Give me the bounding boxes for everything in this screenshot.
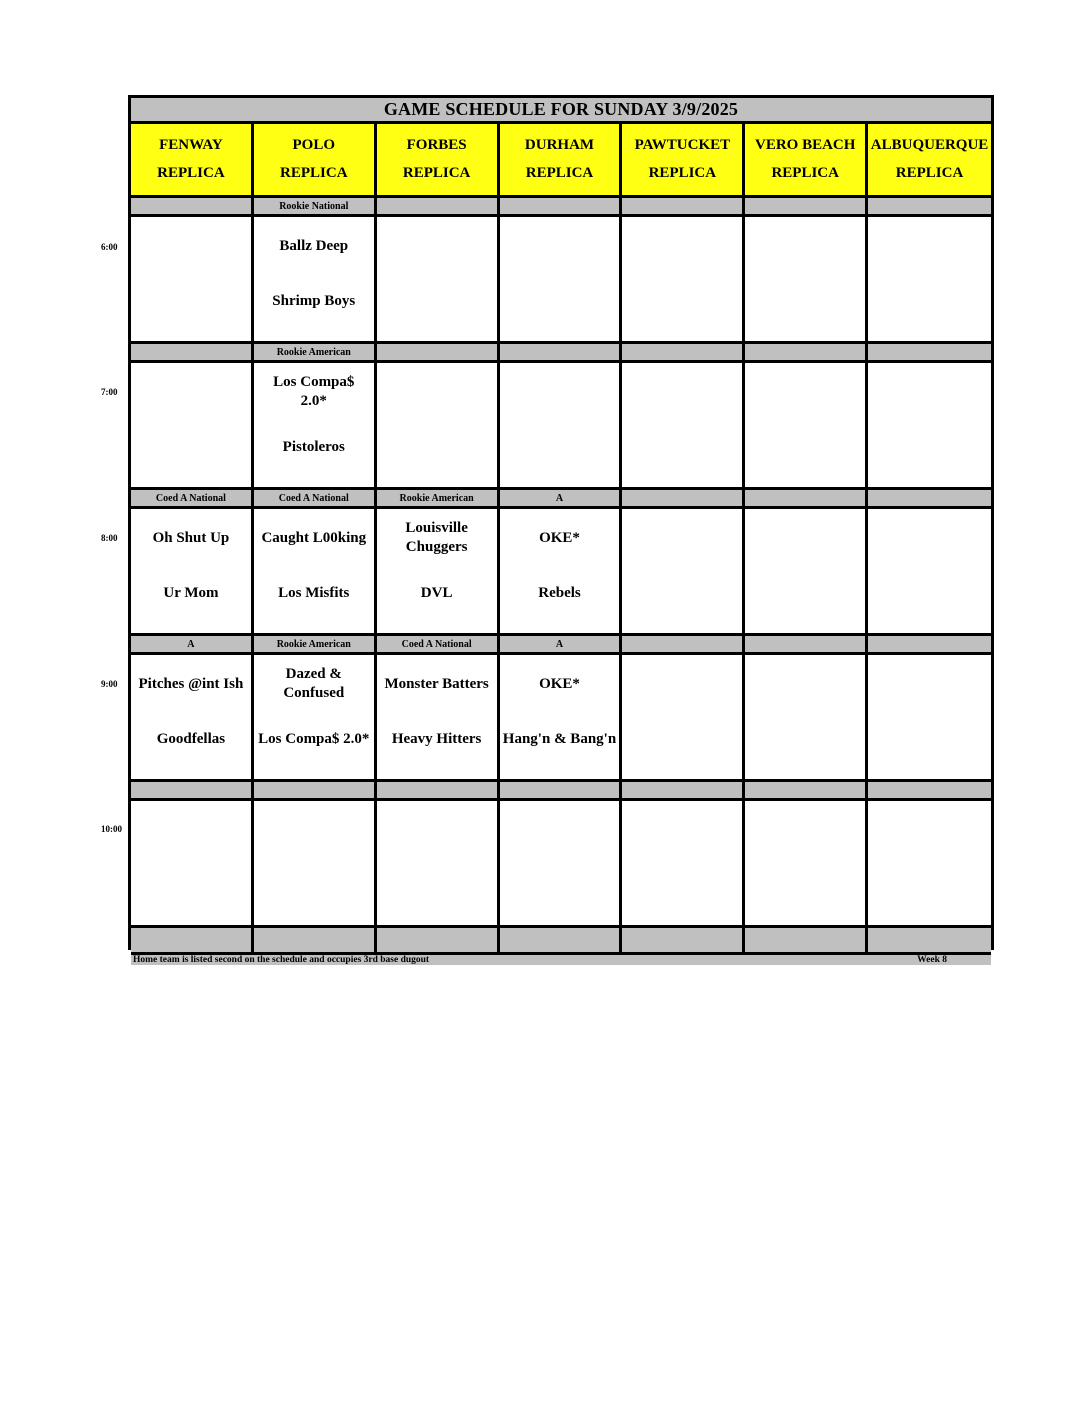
field-name: VERO BEACH bbox=[754, 137, 856, 154]
game-cell bbox=[622, 655, 745, 782]
field-subtitle: REPLICA bbox=[402, 164, 471, 181]
away-team bbox=[799, 363, 811, 421]
away-team bbox=[676, 509, 688, 567]
game-cell bbox=[131, 509, 254, 636]
game-cell bbox=[500, 801, 623, 928]
game-cell bbox=[500, 363, 623, 490]
field-subtitle: REPLICA bbox=[157, 164, 225, 181]
away-team bbox=[799, 801, 811, 859]
field-header bbox=[377, 124, 500, 198]
field-name: FORBES bbox=[406, 137, 467, 154]
away-team: Los Compa$ 2.0* bbox=[273, 374, 355, 409]
game-cell bbox=[131, 363, 254, 490]
division-label bbox=[131, 198, 254, 217]
game-cell bbox=[868, 655, 991, 782]
home-team: DVL bbox=[420, 584, 453, 601]
game-cell bbox=[745, 801, 868, 928]
home-team: Ur Mom bbox=[163, 584, 219, 601]
field-name: ALBUQUERQUE bbox=[870, 137, 989, 154]
away-team bbox=[799, 655, 811, 713]
field-name: POLO bbox=[292, 137, 336, 154]
division-label bbox=[868, 782, 991, 801]
field-subtitle: REPLICA bbox=[525, 164, 594, 181]
game-cell bbox=[377, 217, 500, 344]
division-label: Coed A National bbox=[131, 490, 254, 509]
game-cell bbox=[622, 217, 745, 344]
division-label bbox=[622, 198, 745, 217]
home-team: Los Misfits bbox=[278, 584, 350, 601]
away-team: Oh Shut Up bbox=[152, 529, 230, 546]
game-cell bbox=[254, 363, 377, 490]
home-team: Shrimp Boys bbox=[272, 292, 356, 309]
division-label bbox=[500, 344, 623, 363]
division-label bbox=[745, 490, 868, 509]
game-cell bbox=[745, 217, 868, 344]
division-label bbox=[131, 782, 254, 801]
away-team bbox=[924, 363, 936, 421]
blank-band bbox=[131, 928, 254, 955]
field-subtitle: REPLICA bbox=[648, 164, 717, 181]
division-label: A bbox=[131, 636, 254, 655]
away-team: Caught L00king bbox=[261, 529, 367, 546]
away-team bbox=[924, 655, 936, 713]
field-subtitle: REPLICA bbox=[771, 164, 839, 181]
time-label: 6:00 bbox=[101, 242, 118, 252]
away-team bbox=[676, 363, 688, 421]
game-cell bbox=[377, 509, 500, 636]
division-label: Rookie National bbox=[254, 198, 377, 217]
away-team bbox=[431, 217, 443, 275]
game-cell bbox=[745, 655, 868, 782]
blank-band bbox=[500, 928, 623, 955]
game-cell bbox=[745, 363, 868, 490]
field-header bbox=[745, 124, 868, 198]
home-team: Goodfellas bbox=[156, 730, 226, 747]
division-label bbox=[745, 198, 868, 217]
away-team bbox=[185, 217, 197, 275]
game-cell bbox=[622, 509, 745, 636]
schedule-table bbox=[128, 95, 994, 965]
division-label bbox=[500, 198, 623, 217]
away-team: Louisville Chuggers bbox=[405, 520, 468, 555]
division-label: Rookie American bbox=[254, 344, 377, 363]
game-cell bbox=[622, 801, 745, 928]
field-name: FENWAY bbox=[159, 137, 223, 154]
game-cell bbox=[131, 655, 254, 782]
game-cell bbox=[131, 217, 254, 344]
away-team: Ballz Deep bbox=[279, 237, 349, 254]
game-cell bbox=[622, 363, 745, 490]
field-name: PAWTUCKET bbox=[634, 137, 731, 154]
division-label: Coed A National bbox=[377, 636, 500, 655]
time-label: 7:00 bbox=[101, 387, 118, 397]
home-team: Los Compa$ 2.0* bbox=[258, 730, 370, 747]
game-cell bbox=[254, 655, 377, 782]
division-label bbox=[622, 636, 745, 655]
week-label: Week 8 bbox=[917, 955, 947, 965]
home-team: Heavy Hitters bbox=[391, 730, 482, 747]
division-label bbox=[254, 782, 377, 801]
field-header bbox=[868, 124, 991, 198]
field-header bbox=[622, 124, 745, 198]
away-team bbox=[431, 801, 443, 859]
game-cell bbox=[500, 509, 623, 636]
away-team: Dazed & Confused bbox=[283, 666, 345, 701]
division-label bbox=[745, 344, 868, 363]
footer-bar bbox=[131, 955, 991, 965]
away-team bbox=[185, 363, 197, 421]
game-cell bbox=[254, 801, 377, 928]
home-team: Pistoleros bbox=[282, 438, 345, 455]
division-label: A bbox=[500, 490, 623, 509]
away-team: OKE* bbox=[539, 675, 580, 692]
game-cell bbox=[868, 509, 991, 636]
game-cell bbox=[377, 363, 500, 490]
division-label bbox=[868, 490, 991, 509]
division-label bbox=[377, 782, 500, 801]
game-cell bbox=[500, 655, 623, 782]
time-label: 9:00 bbox=[101, 679, 118, 689]
away-team bbox=[676, 655, 688, 713]
division-label bbox=[745, 782, 868, 801]
field-subtitle: REPLICA bbox=[895, 164, 964, 181]
division-label bbox=[622, 490, 745, 509]
division-label bbox=[622, 344, 745, 363]
division-label bbox=[377, 198, 500, 217]
game-cell bbox=[254, 509, 377, 636]
division-label bbox=[622, 782, 745, 801]
blank-band bbox=[745, 928, 868, 955]
division-label: Rookie American bbox=[377, 490, 500, 509]
game-cell bbox=[377, 801, 500, 928]
field-name: DURHAM bbox=[524, 137, 595, 154]
game-cell bbox=[254, 217, 377, 344]
home-team: Hang'n & Bang'n bbox=[502, 730, 617, 747]
away-team: OKE* bbox=[539, 529, 580, 546]
division-label bbox=[868, 198, 991, 217]
game-cell bbox=[500, 217, 623, 344]
away-team bbox=[924, 217, 936, 275]
time-label: 10:00 bbox=[101, 824, 122, 834]
game-cell bbox=[868, 217, 991, 344]
game-cell bbox=[745, 509, 868, 636]
away-team bbox=[676, 801, 688, 859]
away-team bbox=[924, 509, 936, 567]
schedule-title: GAME SCHEDULE FOR SUNDAY 3/9/2025 bbox=[131, 98, 991, 124]
home-team: Rebels bbox=[538, 584, 581, 601]
away-team: Pitches @int Ish bbox=[138, 675, 244, 692]
time-label: 8:00 bbox=[101, 533, 118, 543]
blank-band bbox=[622, 928, 745, 955]
away-team: Monster Batters bbox=[384, 675, 489, 692]
division-label bbox=[131, 344, 254, 363]
division-label bbox=[745, 636, 868, 655]
field-header bbox=[254, 124, 377, 198]
division-label: Coed A National bbox=[254, 490, 377, 509]
away-team bbox=[308, 801, 320, 859]
away-team bbox=[799, 217, 811, 275]
field-subtitle: REPLICA bbox=[280, 164, 348, 181]
division-label bbox=[868, 344, 991, 363]
division-label bbox=[377, 344, 500, 363]
game-cell bbox=[131, 801, 254, 928]
blank-band bbox=[868, 928, 991, 955]
away-team bbox=[924, 801, 936, 859]
home-team-note: Home team is listed second on the schedule and occupies 3rd base dugout bbox=[133, 955, 430, 965]
field-header bbox=[500, 124, 623, 198]
away-team bbox=[553, 801, 565, 859]
away-team bbox=[431, 363, 443, 421]
game-cell bbox=[868, 363, 991, 490]
division-label bbox=[500, 782, 623, 801]
game-cell bbox=[377, 655, 500, 782]
division-label: A bbox=[500, 636, 623, 655]
game-cell bbox=[868, 801, 991, 928]
division-label bbox=[868, 636, 991, 655]
division-label: Rookie American bbox=[254, 636, 377, 655]
away-team bbox=[185, 801, 197, 859]
away-team bbox=[553, 363, 565, 421]
away-team bbox=[799, 509, 811, 567]
field-header bbox=[131, 124, 254, 198]
away-team bbox=[553, 217, 565, 275]
away-team bbox=[676, 217, 688, 275]
blank-band bbox=[377, 928, 500, 955]
blank-band bbox=[254, 928, 377, 955]
